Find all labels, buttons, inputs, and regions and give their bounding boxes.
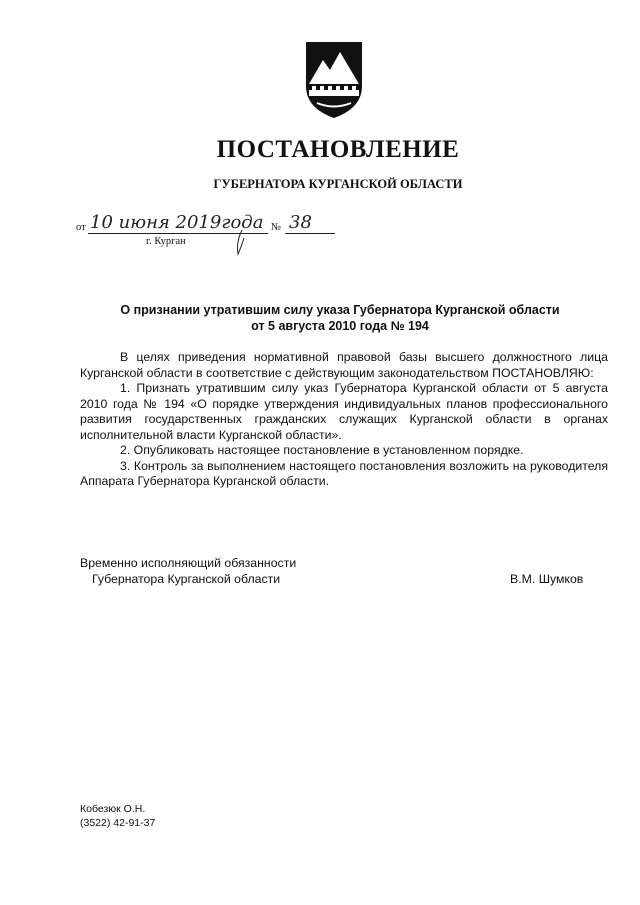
item-1: 1. Признать утратившим силу указ Губернатора Курганской области от 5 августа 2010 года № 194 «О порядке утверждения индивидуальных планов профессионального развития государственных гражданских служащих Курганской области в органах исполнительной власти Курганской области».: [80, 381, 608, 442]
item-3: 3. Контроль за выполнением настоящего постановления возложить на руководителя Аппарата Губернатора Курганской области.: [80, 458, 608, 488]
from-label: от: [76, 222, 86, 233]
number-label: №: [271, 222, 282, 233]
document-subtitle: ГУБЕРНАТОРА КУРГАНСКОЙ ОБЛАСТИ: [213, 177, 463, 191]
executor-name: Кобезюк О.Н.: [80, 803, 146, 815]
kurgan-coat-of-arms-icon: [303, 40, 365, 120]
item-2: 2. Опубликовать настоящее постановление в установленном порядке.: [120, 443, 524, 457]
number-handwritten: 38: [289, 212, 312, 233]
number-underline: [285, 233, 335, 234]
city-label: г. Курган: [146, 236, 186, 247]
signature-position-line-1: Временно исполняющий обязанности: [80, 556, 297, 570]
document-body: [80, 350, 608, 490]
signature-position-line-2: Губернатора Курганской области: [92, 572, 281, 586]
handwritten-stroke: [232, 228, 252, 258]
heading-line-2: от 5 августа 2010 года № 194: [251, 319, 429, 333]
intro-paragraph: В целях приведения нормативной правовой базы высшего должностного лица Курганской области в соответствие с действующим законодательством ПОСТАНОВЛЯЮ:: [80, 350, 608, 380]
document-title: ПОСТАНОВЛЕНИЕ: [216, 136, 460, 163]
document-heading: [60, 302, 620, 334]
heading-line-1: О признании утратившим силу указа Губернатора Курганской области: [120, 303, 560, 317]
signature-name: В.М. Шумков: [510, 572, 584, 586]
executor-phone: (3522) 42-91-37: [80, 817, 156, 829]
date-handwritten: 10 июня 2019года: [90, 212, 264, 233]
